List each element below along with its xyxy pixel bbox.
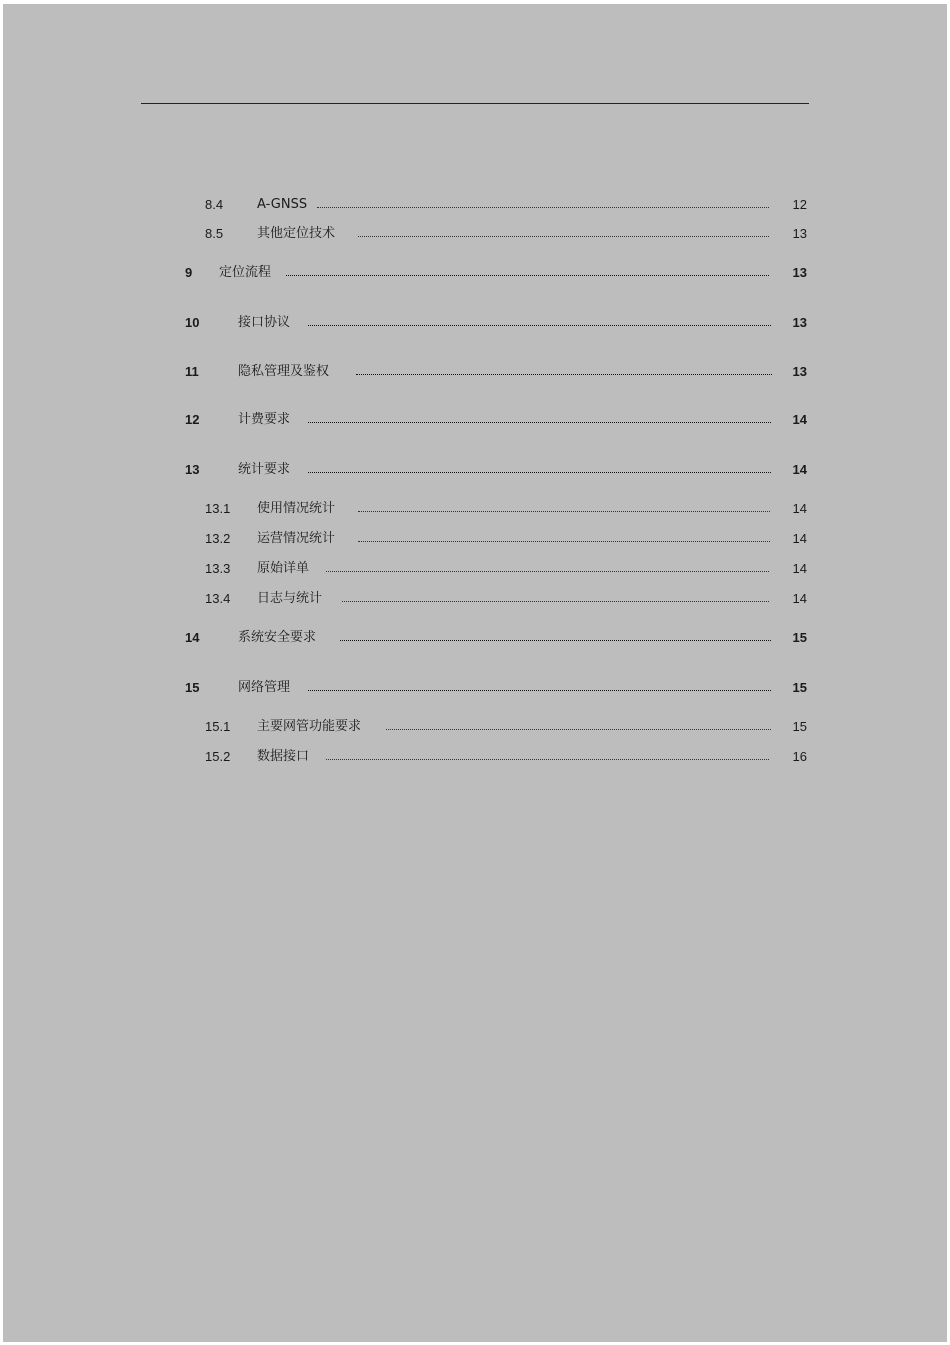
toc-dot-leader: [308, 422, 771, 423]
toc-entry-title: 使用情况统计: [257, 501, 336, 516]
toc-entry-page: 14: [792, 462, 807, 477]
toc-entry-title: 统计要求: [238, 462, 291, 477]
toc-entry-page: 16: [792, 749, 807, 764]
toc-entry-number: 13: [185, 462, 200, 477]
toc-entry-number: 13.1: [205, 501, 231, 516]
toc-entry-page: 15: [792, 719, 807, 734]
toc-dot-leader: [326, 571, 769, 572]
toc-dot-leader: [386, 729, 771, 730]
toc-entry-8-5[interactable]: [3, 224, 947, 244]
toc-dot-leader: [317, 207, 769, 208]
toc-entry-page: 14: [792, 412, 807, 427]
toc-entry-page: 12: [792, 197, 807, 212]
toc-entry-page: 15: [792, 680, 807, 695]
toc-entry-title: 原始详单: [257, 561, 310, 576]
toc-entry-number: 15: [185, 680, 200, 695]
toc-entry-page: 14: [792, 531, 807, 546]
toc-entry-number: 9: [185, 265, 193, 280]
toc-entry-page: 13: [792, 226, 807, 241]
toc-entry-11[interactable]: [3, 362, 947, 382]
toc-dot-leader: [358, 541, 770, 542]
toc-entry-page: 14: [792, 591, 807, 606]
toc-entry-title: 其他定位技术: [257, 226, 336, 241]
toc-dot-leader: [286, 275, 769, 276]
toc-entry-12[interactable]: [3, 410, 947, 430]
toc-entry-number: 15.2: [205, 749, 231, 764]
toc-entry-title: 日志与统计: [257, 591, 323, 606]
toc-dot-leader: [358, 511, 770, 512]
toc-entry-13-1[interactable]: [3, 499, 947, 519]
toc-entry-page: 13: [792, 265, 807, 280]
toc-entry-title: 计费要求: [238, 412, 291, 427]
toc-entry-number: 13.2: [205, 531, 231, 546]
toc-entry-title: 运营情况统计: [257, 531, 336, 546]
document-page: [3, 4, 947, 1342]
toc-entry-8-4[interactable]: [3, 195, 947, 215]
toc-entry-15-1[interactable]: [3, 717, 947, 737]
toc-entry-number: 12: [185, 412, 200, 427]
toc-dot-leader: [342, 601, 769, 602]
toc-dot-leader: [326, 759, 769, 760]
toc-entry-page: 14: [792, 561, 807, 576]
toc-dot-leader: [358, 236, 769, 237]
toc-entry-15[interactable]: [3, 678, 947, 698]
toc-entry-page: 15: [792, 630, 807, 645]
toc-entry-title: 接口协议: [238, 315, 291, 330]
toc-entry-title: 数据接口: [257, 749, 310, 764]
toc-entry-title: 隐私管理及鉴权: [238, 364, 330, 379]
toc-entry-number: 15.1: [205, 719, 231, 734]
toc-entry-number: 14: [185, 630, 200, 645]
toc-entry-title: 网络管理: [238, 680, 291, 695]
toc-entry-9[interactable]: [3, 263, 947, 283]
toc-dot-leader: [308, 325, 771, 326]
toc-entry-14[interactable]: [3, 628, 947, 648]
toc-entry-page: 13: [792, 315, 807, 330]
toc-entry-number: 13.3: [205, 561, 231, 576]
toc-entry-number: 8.5: [205, 226, 224, 241]
toc-dot-leader: [356, 374, 772, 375]
toc-entry-13-4[interactable]: [3, 589, 947, 609]
toc-dot-leader: [340, 640, 771, 641]
toc-entry-number: 11: [185, 364, 199, 379]
toc-entry-number: 8.4: [205, 197, 224, 212]
toc-entry-title: 主要网管功能要求: [257, 719, 362, 734]
toc-dot-leader: [308, 472, 771, 473]
toc-entry-number: 13.4: [205, 591, 231, 606]
toc-entry-13-2[interactable]: [3, 529, 947, 549]
toc-entry-title: A-GNSS: [257, 197, 308, 212]
toc-entry-number: 10: [185, 315, 200, 330]
toc-entry-page: 13: [792, 364, 807, 379]
table-of-contents: [3, 4, 947, 1342]
toc-entry-title: 系统安全要求: [238, 630, 317, 645]
toc-entry-13-3[interactable]: [3, 559, 947, 579]
toc-dot-leader: [308, 690, 771, 691]
toc-entry-10[interactable]: [3, 313, 947, 333]
toc-entry-title: 定位流程: [219, 265, 272, 280]
toc-entry-13[interactable]: [3, 460, 947, 480]
toc-entry-page: 14: [792, 501, 807, 516]
toc-entry-15-2[interactable]: [3, 747, 947, 767]
